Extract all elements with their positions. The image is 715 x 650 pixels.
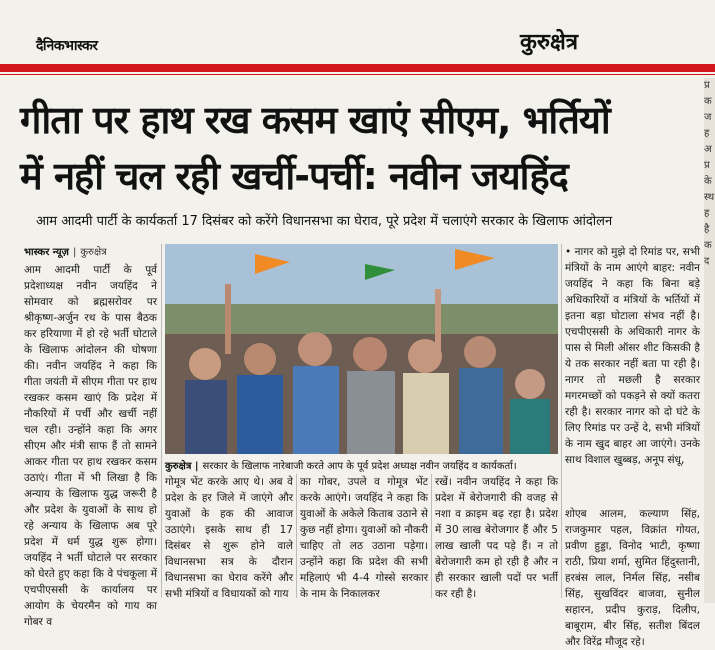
photo-caption xyxy=(165,458,558,472)
headline-line-1: गीता पर हाथ रख कसम खाएं सीएम, भर्तियों xyxy=(20,98,610,142)
red-rule xyxy=(0,64,715,72)
article-column-lower-1: गोमूत्र भेंट करके आए थे। अब वे प्रदेश के हर जिले में जाएंगे और युवाओं के हक की आवाज उठाएंगे। इसके साथ ही 17 दिसंबर से शुरू होने वाले विधानसभा सत्र के दौरान विधानसभा का घेराव करेंगे और सभी मंत्रियों व विधायकों को गाय xyxy=(165,476,293,600)
article-column-1: आम आदमी पार्टी के पूर्व प्रदेशाध्यक्ष नवीन जयहिंद ने सोमवार को ब्रह्मसरोवर पर श्रीकृष्ण-अर्जुन रथ के पास बैठक कर हरियाणा में हो रहे भर्ती घोटाले के खिलाफ आंदोलन की घोषणा की। नवीन जयहिंद ने कहा कि गीता जयंती में सीएम गीता पर हाथ रखकर कसम खाएं कि प्रदेश में नौकरियों में पर्ची और खर्ची नहीं चल रही। उन्होंने कहा कि अगर सीएम और मंत्री साफ हैं तो सामने आकर गीता पर हाथ रखकर कसम उठाएं। गीता में भी लिखा है कि अन्याय के खिलाफ युद्ध जरूरी है और प्रदेश के युवाओं के साथ हो रहे अन्याय के खिलाफ अब पूरे प्रदेश में धर्म युद्ध शुरू होगा। जयहिंद ने भर्ती घोटाले पर सरकार को घेरते हुए कहा कि वे पंचकूला में एचपीएससी के कार्यालय पर आयोग के चेयरमैन को गाय का गोबर व xyxy=(24,264,157,628)
subheadline: आम आदमी पार्टी के कार्यकर्ता 17 दिसंबर को करेंगे विधानसभा का घेराव, पूरे प्रदेश में चलाएंगे सरकार के खिलाफ आंदोलन xyxy=(36,214,613,229)
column-divider xyxy=(431,474,432,598)
article-column-lower-4: शोएब आलम, कल्याण सिंह, राजकुमार पहल, विक्रांत गोयत, प्रवीण हुड्डा, विनोद भाटी, कृष्णा राठी, प्रिया शर्मा, सुमित हिंदुस्तानी, हरबंस लाल, निर्मल सिंह, नसीब सिंह, सुखविंदर बाजवा, सुनील सहारन, प्रदीप कुराड़, दिलीप, बाबूराम, बीर सिंह, सतीश बिंदल और विरेंद्र मौजूद रहे। xyxy=(565,508,700,648)
news-photo xyxy=(165,244,558,454)
adjacent-article-strip: प्र क ज ह अ प्र के स्थ ह है क द xyxy=(704,78,715,603)
article-column-lower-2: का गोबर, उपले व गोमूत्र भेंट करके आएंगे। जयहिंद ने कहा कि युवाओं के अकेले किताब उठाने से कुछ नहीं होगा। युवाओं को नौकरी चाहिए तो लठ उठाना पड़ेगा। उन्होंने कहा कि प्रदेश की सभी महिलाएं भी 4-4 गोस्से सरकार के नाम के निकालकर xyxy=(300,476,428,600)
headline xyxy=(20,92,700,204)
column-divider xyxy=(296,474,297,598)
protest-crowd-image xyxy=(165,244,558,454)
newspaper-brand: दैनिकभास्कर xyxy=(36,38,98,54)
red-rule-thin xyxy=(0,74,715,75)
article-column-lower-3: रखें। नवीन जयहिंद ने कहा कि प्रदेश में बेरोजगारी की वजह से नशा व क्राइम बढ़ रहा है। प्रदेश में 30 लाख बेरोजगार हैं और 5 लाख खाली पद पड़े हैं। न तो बेरोजगारी कम हो रही है और न ही सरकार खाली पदों पर भर्ती कर रही है। xyxy=(435,476,558,600)
masthead xyxy=(0,0,715,66)
byline-agency: भास्कर न्यूज़ xyxy=(24,247,69,258)
caption-place: कुरुक्षेत्र | xyxy=(165,461,199,472)
column-divider xyxy=(161,244,162,598)
byline-place: कुरुक्षेत्र xyxy=(80,247,107,258)
caption-text: सरकार के खिलाफ नारेबाजी करते आप के पूर्व प्रदेश अध्यक्ष नवीन जयहिंद व कार्यकर्ता। xyxy=(202,461,517,472)
article-column-4: • नागर को मुझे दो रिमांड पर, सभी मंत्रियों के नाम आएंगे बाहर: नवीन जयहिंद ने कहा कि बिना बड़े अधिकारियों व मंत्रियों के भर्तियों में इतना बड़ा घोटाला संभव नहीं है। एचपीएससी के अधिकारी नागर के पास से मिली ऑसर शीट किसकी है ये तक सरकार नहीं बता पा रही है। नागर तो मछली है सरकार मगरमच्छों को पकड़ने से क्यों कतरा रही है। सरकार नागर को दो घंटे के लिए रिमांड पर उन्हें दे, सभी मंत्रियों के नाम खुद बाहर आ जाएंगे। उनके साथ विशाल खुब्बड़, अनूप संधू, xyxy=(565,246,700,466)
column-divider xyxy=(561,244,562,598)
section-title: कुरुक्षेत्र xyxy=(520,30,578,55)
byline: भास्कर न्यूज़ | कुरुक्षेत्र xyxy=(24,247,107,258)
headline-line-2: में नहीं चल रही खर्ची-पर्ची: नवीन जयहिंद xyxy=(20,154,568,198)
